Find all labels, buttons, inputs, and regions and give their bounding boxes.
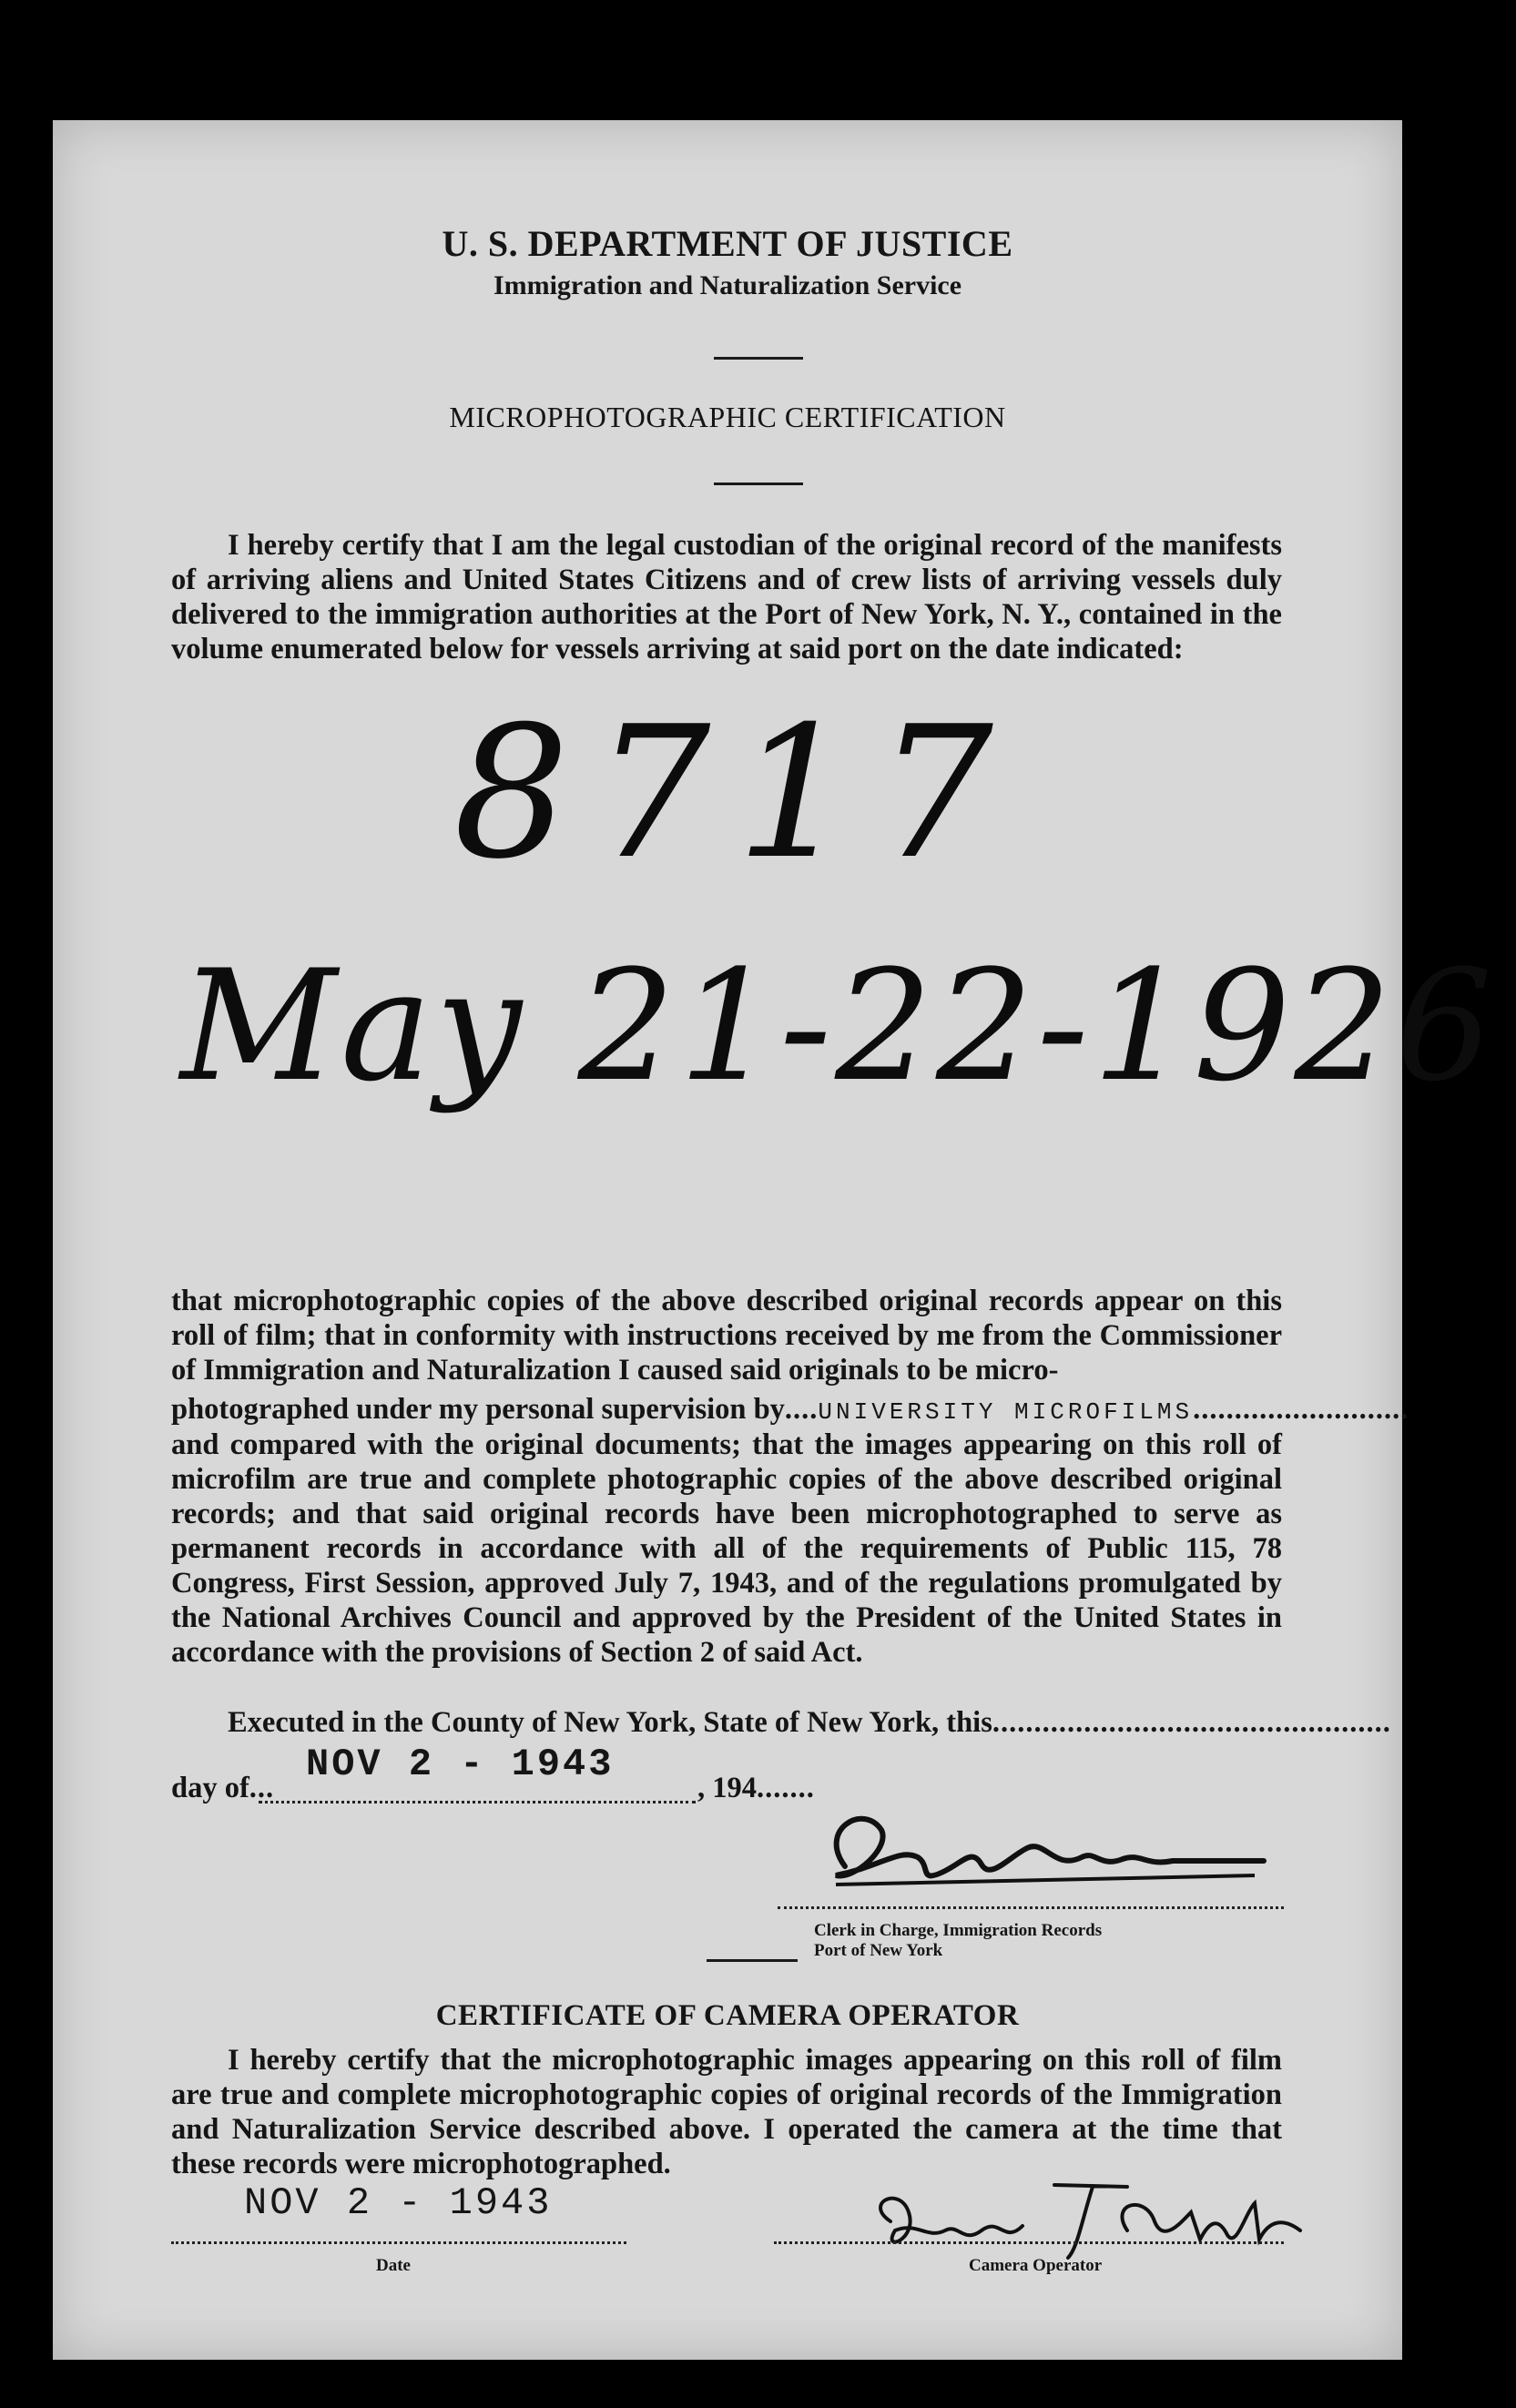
year-line: , 194....... <box>697 1772 815 1804</box>
certification-title: MICROPHOTOGRAPHIC CERTIFICATION <box>449 401 1006 433</box>
supervision-line: photographed under my personal supervision by....UNIVERSITY MICROFILMS.......................... <box>171 1393 1409 1426</box>
divider <box>714 357 803 360</box>
department-heading: U. S. DEPARTMENT OF JUSTICE <box>442 223 1013 264</box>
microfilm-company-stamp: UNIVERSITY MICROFILMS <box>818 1398 1194 1426</box>
service-subheading: Immigration and Naturalization Service <box>493 270 962 300</box>
camera-date-stamp: NOV 2 - 1943 <box>244 2181 553 2225</box>
clerk-signature-line <box>778 1906 1284 1909</box>
day-of-label: day of <box>171 1772 249 1804</box>
date-signature-line <box>171 2241 626 2244</box>
supervision-text: photographed under my personal supervision by <box>171 1393 785 1426</box>
execution-date-stamp: NOV 2 - 1943 <box>306 1742 615 1786</box>
camera-operator-label: Camera Operator <box>969 2256 1103 2275</box>
operator-signature-line <box>774 2241 1284 2244</box>
clerk-signature <box>781 1793 1291 1921</box>
copies-paragraph: that microphotographic copies of the above described original records appear on this roll of film; that in conformity with instructions received by me from the Commissioner of Immigration and Naturalization I caused said originals to be micro- <box>171 1285 1282 1387</box>
handwritten-dates: May 21-22-1926 <box>180 937 1497 1115</box>
executed-line: Executed in the County of New York, State of New York, this................................................ <box>228 1706 1391 1739</box>
clerk-port: Port of New York <box>814 1941 943 1960</box>
divider <box>707 1959 798 1962</box>
compared-paragraph: and compared with the original documents; that the images appearing on this roll of microfilm are true and complete photographic copies of the above described original records; and that said original records have been microphotographed to serve as permanent records in accordance with all of the requirements of Public 115, 78 Congress, First Session, approved July 7, 1943, and of the regulations promulgated by the National Archives Council and approved by the President of the United States in accordance with the provisions of Section 2 of said Act. <box>171 1428 1282 1669</box>
date-line: day of... <box>171 1772 275 1804</box>
date-label: Date <box>376 2256 411 2275</box>
camera-certificate-paragraph: I hereby certify that the microphotographic images appearing on this roll of film are true and complete microphotographic copies of original records of the Immigration and Naturalization Service described above. I operated the camera at the time that these records were microphotographed. <box>171 2044 1282 2180</box>
executed-text: Executed in the County of New York, State of New York, this <box>228 1706 992 1739</box>
camera-certificate-heading: CERTIFICATE OF CAMERA OPERATOR <box>435 1999 1020 2032</box>
handwritten-volume-number: 8717 <box>453 687 1019 899</box>
date-underline <box>259 1801 696 1803</box>
divider <box>714 483 803 485</box>
clerk-title: Clerk in Charge, Immigration Records <box>814 1921 1103 1940</box>
custodian-paragraph: I hereby certify that I am the legal custodian of the original record of the manifests of arriving aliens and United States Citizens and of crew lists of arriving vessels duly delivered to the immigration authorities at the Port of New York, N. Y., contained in the volume enumerated below for vessels arriving at said port on the date indicated: <box>171 529 1282 666</box>
certificate-sheet <box>53 120 1497 2360</box>
year-prefix: , 194 <box>697 1772 757 1804</box>
